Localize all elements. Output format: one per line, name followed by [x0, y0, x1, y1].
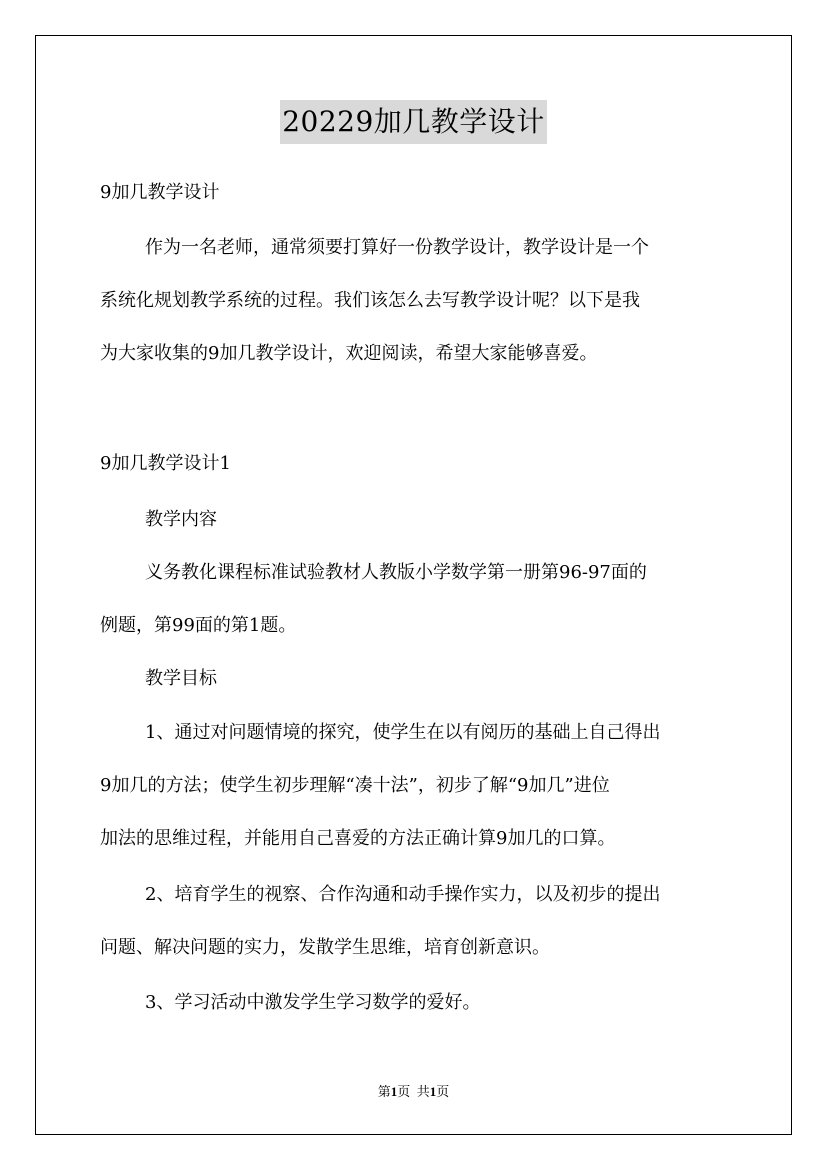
footer-total-suffix: 页	[436, 1084, 450, 1099]
goal1-line-2: 9加几的方法；使学生初步理解“凑十法”，初步了解“9加几”进位	[100, 775, 610, 796]
section-heading: 9加几教学设计1	[100, 453, 231, 474]
content-line-2: 例题，第99面的第1题。	[100, 615, 297, 636]
footer-total-number: 1	[429, 1084, 437, 1099]
document-title: 20229加几教学设计	[280, 100, 547, 144]
footer-page-prefix: 第	[377, 1084, 391, 1099]
footer-page-number: 1	[390, 1084, 398, 1099]
footer-total-prefix: 共	[416, 1084, 430, 1099]
content-heading: 教学内容	[145, 509, 217, 530]
goal3-line: 3、学习活动中激发学生学习数学的爱好。	[145, 992, 481, 1013]
intro-line-1: 作为一名老师，通常须要打算好一份教学设计，教学设计是一个	[145, 237, 649, 258]
intro-line-3: 为大家收集的9加几教学设计，欢迎阅读，希望大家能够喜爱。	[100, 343, 598, 364]
goals-heading: 教学目标	[145, 668, 217, 689]
intro-line-2: 系统化规划教学系统的过程。我们该怎么去写教学设计呢？以下是我	[100, 290, 640, 311]
goal1-line-1: 1、通过对问题情境的探究，使学生在以有阅历的基础上自己得出	[145, 722, 661, 743]
subtitle: 9加几教学设计	[100, 182, 220, 203]
goal1-line-3: 加法的思维过程，并能用自己喜爱的方法正确计算9加几的口算。	[100, 828, 616, 849]
goal2-line-1: 2、培育学生的视察、合作沟通和动手操作实力，以及初步的提出	[145, 884, 661, 905]
title-container	[0, 100, 827, 144]
page-footer	[0, 1083, 827, 1101]
footer-page-suffix: 页	[397, 1084, 411, 1099]
content-line-1: 义务教化课程标准试验教材人教版小学数学第一册第96-97面的	[145, 562, 647, 583]
goal2-line-2: 问题、解决问题的实力，发散学生思维，培育创新意识。	[100, 937, 550, 958]
